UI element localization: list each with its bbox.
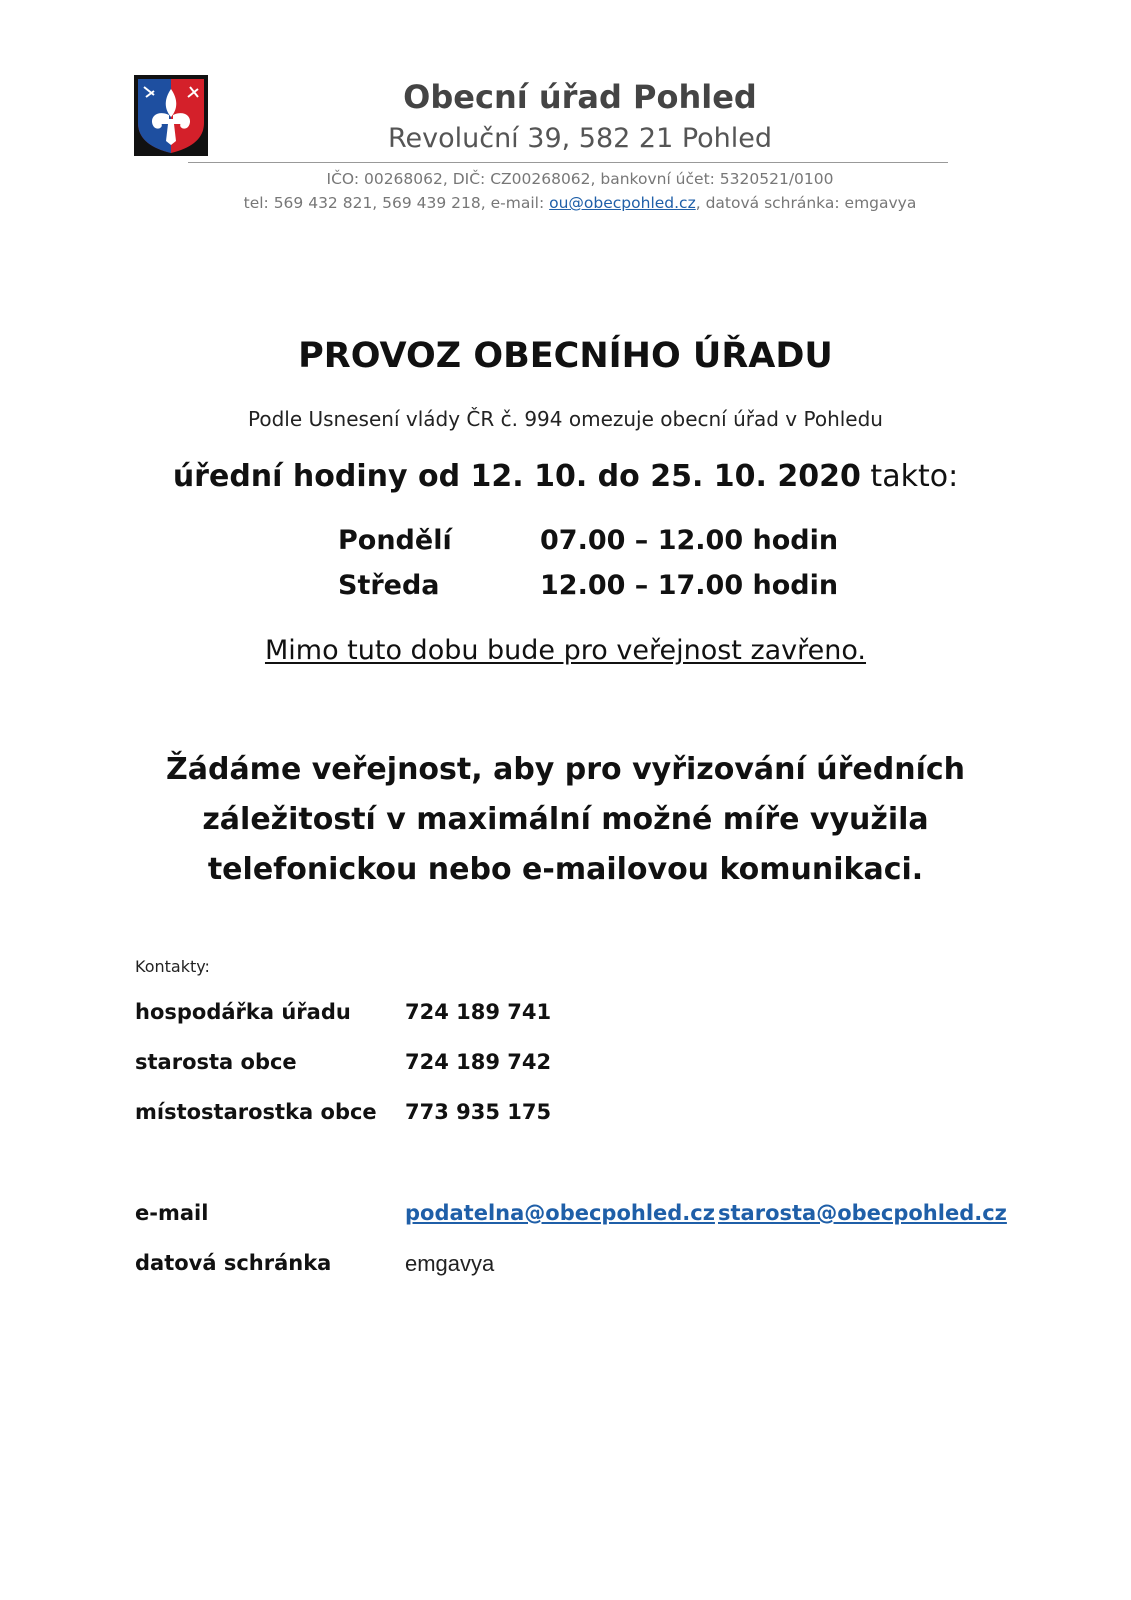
email-link-podatelna[interactable]: podatelna@obecpohled.cz (405, 1201, 715, 1225)
contact-label: místostarostka obce (135, 1100, 377, 1124)
databox-value: emgavya (405, 1251, 495, 1276)
header-ids: IČO: 00268062, DIČ: CZ00268062, bankovní účet: 5320521/0100 (326, 170, 834, 188)
databox-label: datová schránka (135, 1251, 332, 1275)
request-line: telefonickou nebo e-mailovou komunikaci. (207, 852, 924, 887)
contact-phone: 724 189 741 (405, 1000, 552, 1024)
closed-note (0, 635, 1131, 666)
office-hours-suffix: takto: (860, 459, 959, 494)
closed-note-text: Mimo tuto dobu bude pro veřejnost zavřeno. (264, 635, 867, 666)
contact-label: starosta obce (135, 1050, 297, 1074)
schedule-time: 07.00 – 12.00 hodin (540, 525, 839, 556)
org-name: Obecní úřad Pohled (403, 78, 757, 116)
header-divider (188, 162, 948, 163)
contact-label: hospodářka úřadu (135, 1000, 351, 1024)
office-hours-period: úřední hodiny od 12. 10. do 25. 10. 2020 (172, 459, 861, 494)
schedule-day: Pondělí (338, 525, 452, 556)
contact-phone: 773 935 175 (405, 1100, 552, 1124)
request-line: Žádáme veřejnost, aby pro vyřizování úředních (165, 752, 966, 787)
public-request (0, 745, 1131, 895)
office-hours-line (0, 459, 1131, 494)
notice-title: PROVOZ OBECNÍHO ÚŘADU (298, 336, 833, 376)
schedule-day: Středa (338, 570, 440, 601)
email-link-starosta[interactable]: starosta@obecpohled.cz (718, 1201, 1007, 1225)
org-address: Revoluční 39, 582 21 Pohled (387, 123, 773, 154)
header-email-link[interactable]: ou@obecpohled.cz (549, 194, 696, 212)
contacts-heading: Kontakty: (135, 957, 210, 976)
header-contacts-suffix: , datová schránka: emgavya (695, 194, 917, 212)
request-line: záležitostí v maximální možné míře využila (202, 802, 929, 837)
header-contacts-prefix: tel: 569 432 821, 569 439 218, e-mail: (243, 194, 550, 212)
email-label: e-mail (135, 1201, 209, 1225)
notice-subtitle: Podle Usnesení vlády ČR č. 994 omezuje obecní úřad v Pohledu (248, 407, 883, 431)
schedule-time: 12.00 – 17.00 hodin (540, 570, 839, 601)
header-contacts (190, 194, 970, 212)
contact-phone: 724 189 742 (405, 1050, 552, 1074)
